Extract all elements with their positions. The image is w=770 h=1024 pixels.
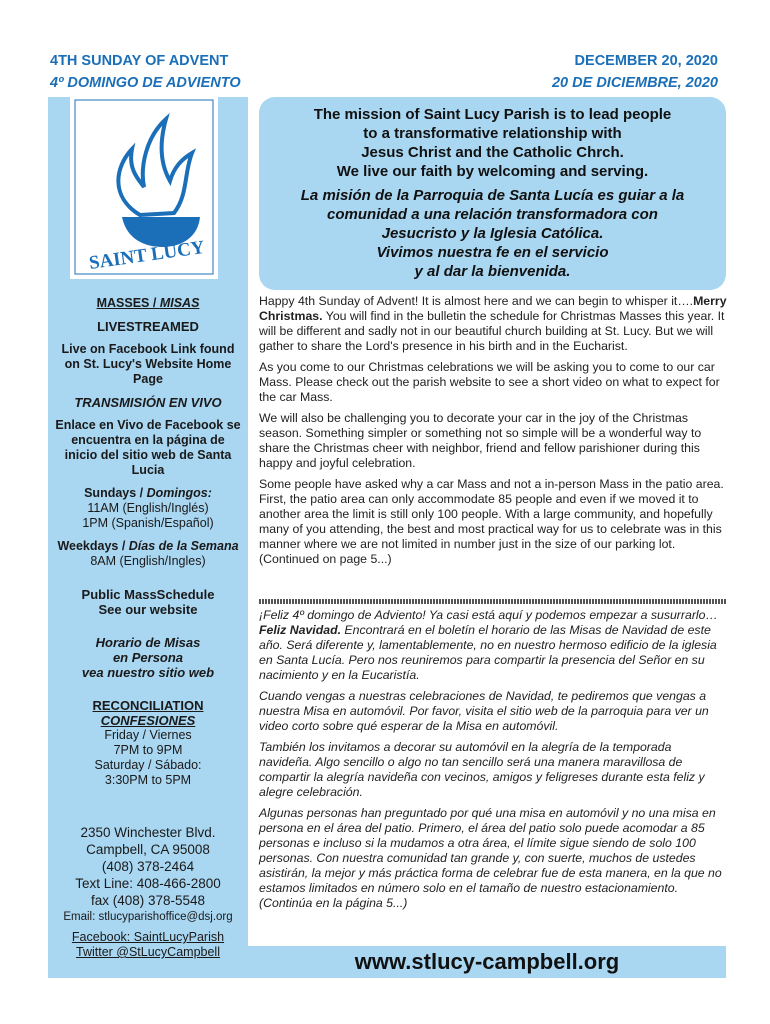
saturday-time: 3:30PM to 5PM xyxy=(104,773,192,787)
transmision-label: TRANSMISIÓN EN VIVO xyxy=(74,395,222,410)
en-paragraph-4: Some people have asked why a car Mass and not a in-person Mass in the patio area. First, the patio area can only accommodate 85 people and even if we moved it to another area the limit is still only 100 people. With a large community, and hopefully many of you attending, the best and most practical way for us to celebrate was in this manner where we are not limited in number just in the size of our parking lot. (Continued on page 5...) xyxy=(259,477,724,566)
es-paragraph-1: ¡Feliz 4º domingo de Adviento! Ya casi está aquí y podemos empezar a susurrarlo… Feliz Navidad. Encontrará en el boletín el horario de las Misas de Navidad de este año. Será diferente y, lamentablemente, no en nuestro hermoso edificio de la iglesia en Santa Lucía. Pero nos reuniremos para compartir la presencia del Señor en su nacimiento y en la Eucaristía. xyxy=(259,608,718,682)
article-english xyxy=(259,294,727,573)
twitter-link[interactable]: Twitter @StLucyCampbell xyxy=(76,945,220,959)
article-spanish xyxy=(259,608,727,917)
section-divider xyxy=(259,599,727,604)
address: 2350 Winchester Blvd. xyxy=(80,825,216,840)
see-website: See our website xyxy=(98,602,198,617)
mission-en: The mission of Saint Lucy Parish is to lead people to a transformative relationship with Jesus Christ and the Catholic Chrch. We live our faith by welcoming and serving. xyxy=(313,106,672,180)
header-right xyxy=(552,50,718,94)
friday-label: Friday / Viernes xyxy=(104,728,192,742)
logo-text: SAINT LUCY xyxy=(87,236,206,274)
header-title-es: 4º DOMINGO DE ADVIENTO xyxy=(50,75,241,91)
sundays-label: Sundays / Domingos: xyxy=(84,486,212,500)
phone: (408) 378-2464 xyxy=(101,859,195,874)
horario-1: Horario de Misas xyxy=(95,635,201,650)
facebook-link[interactable]: Facebook: SaintLucyParish xyxy=(71,930,225,944)
email[interactable]: Email: stlucyparishoffice@dsj.org xyxy=(63,911,233,923)
sidebar-text xyxy=(48,296,248,960)
website-banner[interactable]: www.stlucy-campbell.org xyxy=(248,946,726,978)
parish-logo xyxy=(70,97,218,279)
public-schedule: Public MassSchedule xyxy=(81,587,215,602)
flame-logo-icon xyxy=(70,97,218,279)
header-left xyxy=(50,50,241,94)
sunday-mass-1: 11AM (English/Inglés) xyxy=(87,501,209,515)
livestreamed-label: LIVESTREAMED xyxy=(97,319,199,334)
masses-title: MASSES / MISAS xyxy=(96,296,200,310)
friday-time: 7PM to 9PM xyxy=(113,743,183,757)
header-date-en: DECEMBER 20, 2020 xyxy=(574,53,718,69)
weekdays-label: Weekdays / Días de la Semana xyxy=(57,539,239,553)
horario-3: vea nuestro sitio web xyxy=(81,665,215,680)
saturday-label: Saturday / Sábado: xyxy=(94,758,202,772)
confesiones-label: CONFESIONES xyxy=(100,713,196,728)
en-paragraph-3: We will also be challenging you to decorate your car in the joy of the Christmas season. Something simpler or something not so simple will be a wonderful way to share the Christmas cheer with neighbor, friend and fellow parishioner during this happy and joyful celebration. xyxy=(259,411,702,470)
weekday-mass: 8AM (English/Ingles) xyxy=(90,554,206,568)
text-line: Text Line: 408-466-2800 xyxy=(75,876,221,891)
reconciliation-label: RECONCILIATION xyxy=(92,698,204,713)
sunday-mass-2: 1PM (Spanish/Español) xyxy=(82,516,214,530)
mission-box xyxy=(259,97,726,290)
enlace-text: Enlace en Vivo de Facebook se encuentra en la página de inicio del sitio web de Santa Lucia xyxy=(55,418,241,477)
city: Campbell, CA 95008 xyxy=(86,842,210,857)
horario-2: en Persona xyxy=(112,650,184,665)
fax: fax (408) 378-5548 xyxy=(90,893,206,908)
en-paragraph-1: Happy 4th Sunday of Advent! It is almost here and we can begin to whisper it….Merry Christmas. You will find in the bulletin the schedule for Christmas Masses this year. It will be different and sadly not in our beautiful church building at St. Lucy. But we will gather to share the Lord's presence in his birth and in the Eucharist. xyxy=(259,294,727,353)
mission-es: La misión de la Parroquia de Santa Lucía es guiar a la comunidad a una relación transformadora con Jesucristo y la Iglesia Católica. Vivimos nuestra fe en el servicio y al dar la bienvenida. xyxy=(300,187,685,280)
header-date-es: 20 DE DICIEMBRE, 2020 xyxy=(551,75,718,91)
es-paragraph-4: Algunas personas han preguntado por qué una misa en automóvil y no una misa en persona en el área del patio. Primero, el área del patio solo puede acomodar a 85 personas e incluso si la mudamos a otra área, el límite sigue siendo de solo 100 personas. Con nuestra comunidad tan grande y, con suerte, muchos de ustedes asistirán, la mejor y más práctica forma de celebrar fue de esta manera, en la que no estamos limitados en número solo en el tamaño de nuestro estacionamiento. (Continúa en la página 5...) xyxy=(259,806,722,910)
live-text: Live on Facebook Link found on St. Lucy's Website Home Page xyxy=(61,342,235,386)
es-paragraph-3: También los invitamos a decorar su automóvil en la alegría de la temporada navideña. Algo sencillo o algo no tan sencillo será una manera maravillosa de compartir la alegría navideña con vecinos, amigos y feligreses durante esta feliz y alegre celebración. xyxy=(259,740,705,799)
header-title-en: 4TH SUNDAY OF ADVENT xyxy=(50,53,229,69)
es-paragraph-2: Cuando vengas a nuestras celebraciones de Navidad, te pediremos que vengas a nuestra Misa en automóvil. Por favor, visita el sitio web de la parroquia para ver un video corto sobre qué esperar de la Misa en automóvil. xyxy=(259,689,709,733)
en-paragraph-2: As you come to our Christmas celebrations we will be asking you to come to our car Mass. Please check out the parish website to see a short video on what to expect for the car Mass. xyxy=(259,360,720,404)
